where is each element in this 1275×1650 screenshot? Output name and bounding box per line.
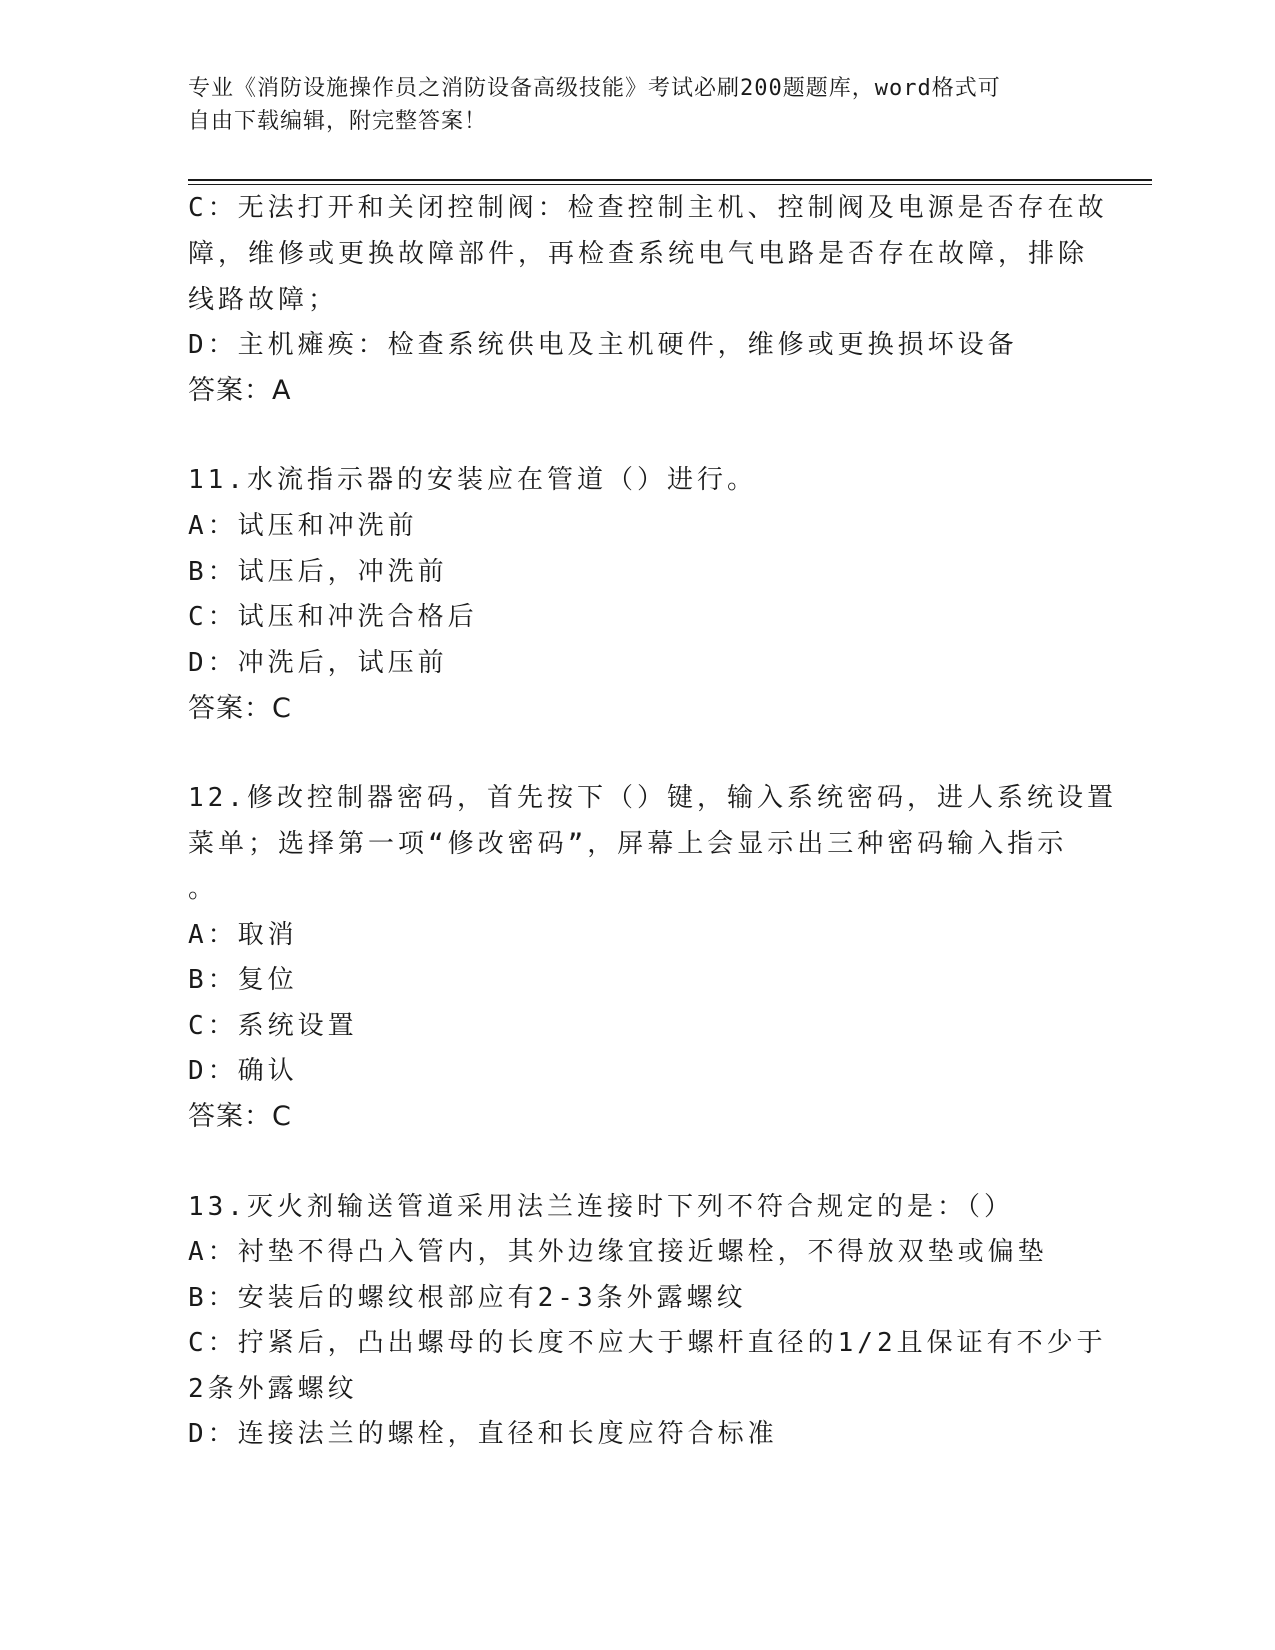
prev-option-c-line-2: 障，维修或更换故障部件，再检查系统电气电路是否存在故障，排除 <box>188 239 1089 269</box>
prev-option-c-line-3: 线路故障； <box>188 285 339 315</box>
q11-option-a: A：试压和冲洗前 <box>188 511 418 541</box>
header-line-1: 专业《消防设施操作员之消防设备高级技能》考试必刷200题题库，word格式可 <box>188 76 1001 101</box>
prev-option-d: D：主机瘫痪：检查系统供电及主机硬件，维修或更换损坏设备 <box>188 330 1018 360</box>
q11-option-d: D：冲洗后，试压前 <box>188 648 448 678</box>
q12-option-d: D：确认 <box>188 1056 298 1086</box>
q11-option-b: B：试压后，冲洗前 <box>188 557 448 587</box>
q13-question: 13.灭火剂输送管道采用法兰连接时下列不符合规定的是：（） <box>188 1192 1014 1222</box>
q12-option-a: A：取消 <box>188 920 298 950</box>
q13-option-c-line-2: 2条外露螺纹 <box>188 1374 358 1404</box>
q12-question-line-1: 12.修改控制器密码，首先按下（）键，输入系统密码，进人系统设置 <box>188 783 1117 813</box>
q12-question-line-2: 菜单；选择第一项“修改密码”，屏幕上会显示出三种密码输入指示 <box>188 829 1068 859</box>
document-header <box>188 72 1088 138</box>
q12-option-b: B：复位 <box>188 965 298 995</box>
q12-answer: 答案：C <box>188 1101 292 1132</box>
prev-answer: 答案：A <box>188 375 292 406</box>
header-line-2: 自由下载编辑，附完整答案！ <box>188 109 488 134</box>
q11-answer: 答案：C <box>188 693 292 724</box>
q12-option-c: C：系统设置 <box>188 1011 358 1041</box>
prev-option-c-line-1: C：无法打开和关闭控制阀：检查控制主机、控制阀及电源是否存在故 <box>188 193 1108 223</box>
q11-option-c: C：试压和冲洗合格后 <box>188 602 478 632</box>
q13-option-b: B：安装后的螺纹根部应有2-3条外露螺纹 <box>188 1283 747 1313</box>
q13-option-a: A：衬垫不得凸入管内，其外边缘宜接近螺栓，不得放双垫或偏垫 <box>188 1237 1048 1267</box>
q13-option-d: D：连接法兰的螺栓，直径和长度应符合标准 <box>188 1419 778 1449</box>
header-rule-thick <box>188 179 1152 181</box>
q12-question-line-3: 。 <box>188 874 219 904</box>
q13-option-c-line-1: C：拧紧后，凸出螺母的长度不应大于螺杆直径的1/2且保证有不少于 <box>188 1328 1107 1358</box>
q11-question: 11.水流指示器的安装应在管道（）进行。 <box>188 465 757 495</box>
